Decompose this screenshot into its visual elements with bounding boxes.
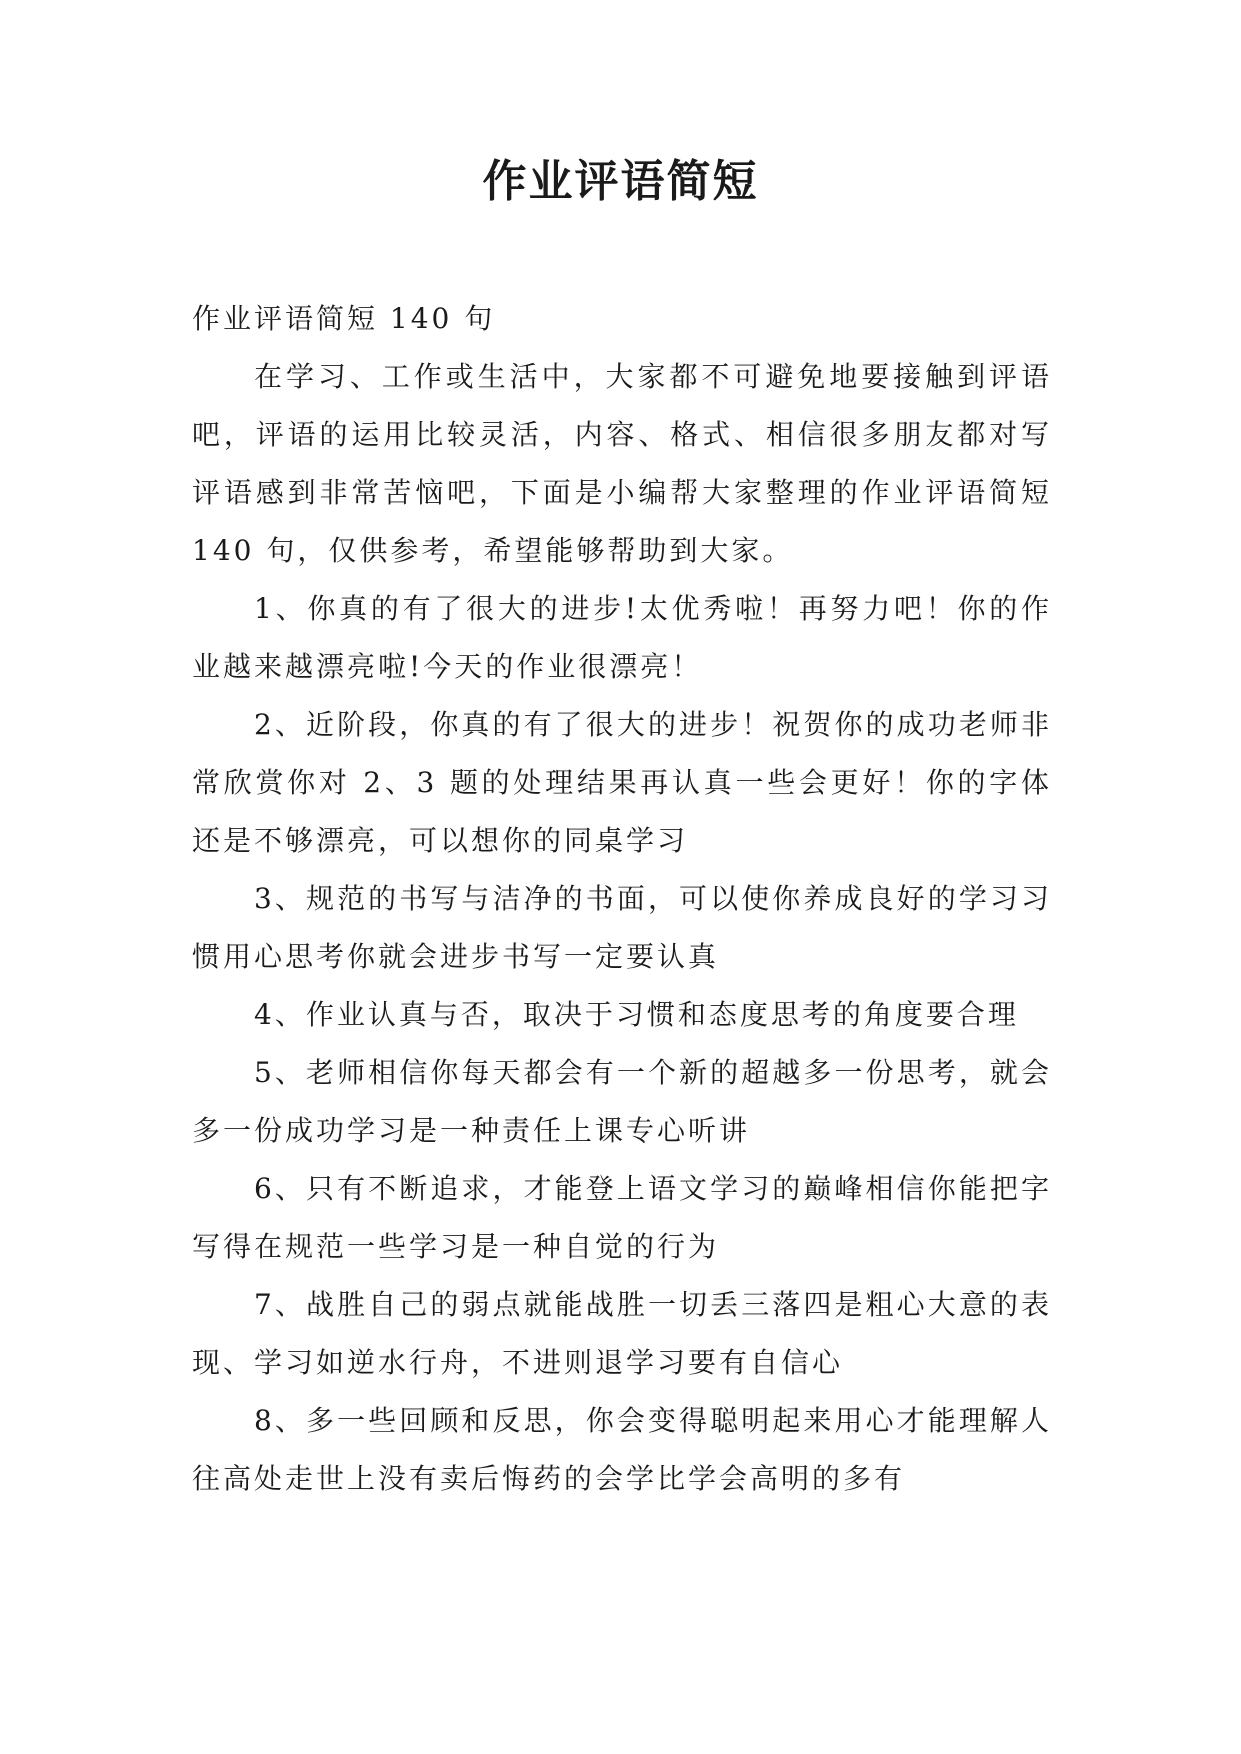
intro-paragraph: 在学习、工作或生活中，大家都不可避免地要接触到评语吧，评语的运用比较灵活，内容、格式、相信很多朋友都对写评语感到非常苦恼吧，下面是小编帮大家整理的作业评语简短 140 句，仅供参考，希望能够帮助到大家。 bbox=[192, 360, 1052, 567]
comment-item-4: 4、作业认真与否，取决于习惯和态度思考的角度要合理 bbox=[254, 998, 1019, 1031]
comment-item-1: 1、你真的有了很大的进步!太优秀啦！再努力吧！你的作业越来越漂亮啦!今天的作业很漂亮！ bbox=[192, 592, 1052, 683]
document-body bbox=[192, 290, 1052, 1508]
comment-item-7: 7、战胜自己的弱点就能战胜一切丢三落四是粗心大意的表现、学习如逆水行舟，不进则退学习要有自信心 bbox=[192, 1288, 1052, 1379]
comment-item-8: 8、多一些回顾和反思，你会变得聪明起来用心才能理解人往高处走世上没有卖后悔药的会学比学会高明的多有 bbox=[192, 1404, 1052, 1495]
document-subtitle: 作业评语简短 140 句 bbox=[192, 302, 496, 335]
document-title: 作业评语简短 bbox=[482, 156, 759, 207]
comment-item-5: 5、老师相信你每天都会有一个新的超越多一份思考，就会多一份成功学习是一种责任上课专心听讲 bbox=[192, 1056, 1052, 1147]
comment-item-2: 2、近阶段，你真的有了很大的进步！祝贺你的成功老师非常欣赏你对 2、3 题的处理结果再认真一些会更好！你的字体还是不够漂亮，可以想你的同桌学习 bbox=[192, 708, 1052, 857]
comment-item-6: 6、只有不断追求，才能登上语文学习的巅峰相信你能把字写得在规范一些学习是一种自觉的行为 bbox=[192, 1172, 1052, 1263]
comment-item-3: 3、规范的书写与洁净的书面，可以使你养成良好的学习习惯用心思考你就会进步书写一定要认真 bbox=[192, 882, 1052, 973]
